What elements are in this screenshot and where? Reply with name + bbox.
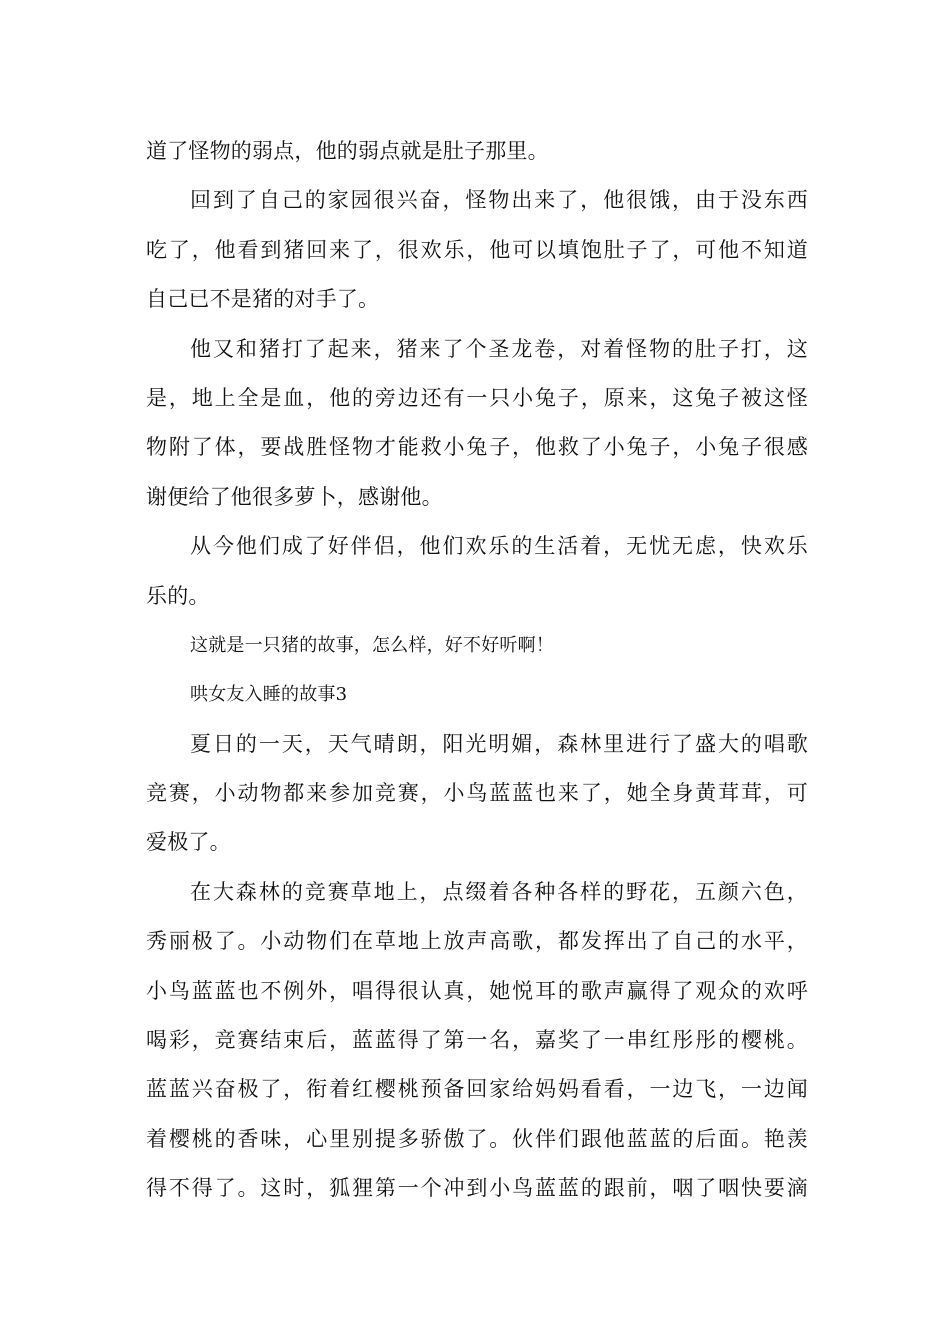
text-line: 他又和猪打了起来，猪来了个圣龙卷，对着怪物的肚子打，这 xyxy=(190,336,808,361)
text-line: 道了怪物的弱点，他的弱点就是肚子那里。 xyxy=(146,139,549,163)
text-line: 竞赛，小动物都来参加竞赛，小鸟蓝蓝也来了，她全身黄茸茸，可 xyxy=(146,781,808,806)
text-line: 物附了体，要战胜怪物才能救小兔子，他救了小兔子，小兔子很感 xyxy=(146,435,808,460)
text-line: 从今他们成了好伴侣，他们欢乐的生活着，无忧无虑，快欢乐 xyxy=(190,534,808,559)
text-line: 爱极了。 xyxy=(146,830,231,855)
text-line: 得不得了。这时，狐狸第一个冲到小鸟蓝蓝的跟前，咽了咽快要滴 xyxy=(146,1176,808,1201)
section-heading: 哄女友入睡的故事3 xyxy=(190,684,348,706)
text-line: 自己已不是猪的对手了。 xyxy=(146,287,380,312)
body-text xyxy=(146,127,808,1214)
text-line: 夏日的一天，天气晴朗，阳光明媚，森林里进行了盛大的唱歌 xyxy=(190,731,808,756)
text-line: 谢便给了他很多萝卜，感谢他。 xyxy=(146,484,443,509)
text-line: 喝彩，竞赛结束后，蓝蓝得了第一名，嘉奖了一串红彤彤的樱桃。 xyxy=(146,1028,808,1053)
text-line: 秀丽极了。小动物们在草地上放声高歌，都发挥出了自己的水平， xyxy=(146,929,808,954)
text-line: 这就是一只猪的故事，怎么样，好不好听啊！ xyxy=(190,634,554,656)
text-line: 在大森林的竞赛草地上，点缀着各种各样的野花，五颜六色， xyxy=(190,879,808,904)
text-line: 是，地上全是血，他的旁边还有一只小兔子，原来，这兔子被这怪 xyxy=(146,385,808,410)
text-line: 着樱桃的香味，心里别提多骄傲了。伙伴们跟他蓝蓝的后面。艳羡 xyxy=(146,1126,808,1151)
text-line: 蓝蓝兴奋极了，衔着红樱桃预备回家给妈妈看看，一边飞，一边闻 xyxy=(146,1077,808,1102)
text-line: 乐的。 xyxy=(146,583,210,608)
text-line: 吃了，他看到猪回来了，很欢乐，他可以填饱肚子了，可他不知道 xyxy=(146,237,808,262)
text-line: 回到了自己的家园很兴奋，怪物出来了，他很饿，由于没东西 xyxy=(190,188,808,213)
text-line: 小鸟蓝蓝也不例外，唱得很认真，她悦耳的歌声赢得了观众的欢呼 xyxy=(146,978,808,1003)
